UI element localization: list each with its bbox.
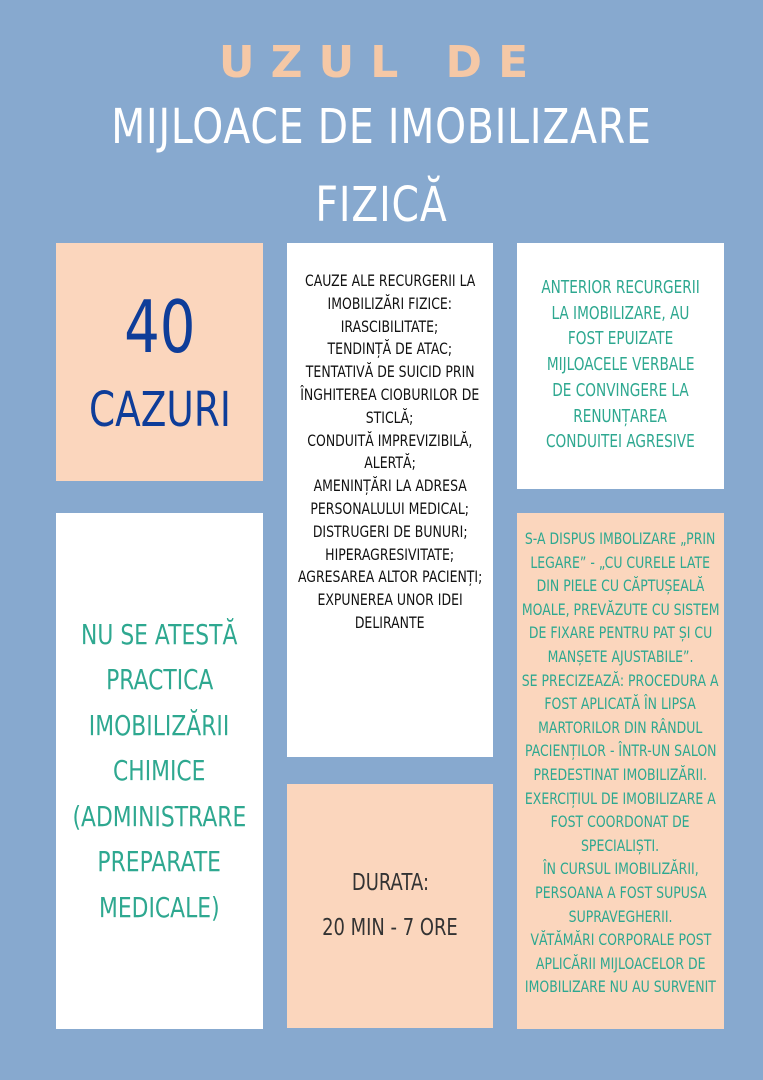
procedure-line: SPECIALIȘTI. (581, 835, 660, 855)
causes-line: AMENINȚĂRI LA ADRESA (313, 476, 467, 496)
title-top: UZUL DE (218, 37, 545, 88)
prior-measures-line: DE CONVINGERE LA (552, 380, 689, 401)
procedure-line: SE PRECIZEAZĂ: PROCEDURA A (522, 670, 719, 690)
causes-line: DELIRANTE (355, 612, 425, 632)
duration-label: DURATA: (351, 870, 429, 896)
duration-value: 20 MIN - 7 ORE (322, 915, 458, 941)
prior-measures-line: FOST EPUIZATE (567, 329, 674, 350)
procedure-line: APLICĂRII MIJLOACELOR DE (535, 953, 706, 973)
prior-measures-line: MIJLOACELE VERBALE (546, 355, 695, 376)
cases-box (56, 243, 263, 481)
causes-line: ALERTĂ; (364, 453, 416, 473)
procedure-line: DE FIXARE PENTRU PAT ȘI CU (528, 623, 713, 643)
chemical-line: MEDICALE) (99, 890, 220, 924)
procedure-line: S-A DISPUS IMBOLIZARE „PRIN (525, 529, 716, 548)
title-line-1: MIJLOACE DE IMOBILIZARE (111, 99, 652, 155)
procedure-line: MARTORILOR DIN RÂNDUL (538, 717, 703, 737)
chemical-line: (ADMINISTRARE (72, 799, 247, 833)
duration-box (287, 784, 493, 1028)
procedure-line: MOALE, PREVĂZUTE CU SISTEM (521, 599, 720, 619)
procedure-line: DIN PIELE CU CĂPTUȘEALĂ (536, 576, 705, 596)
procedure-line: ÎN CURSUL IMOBILIZĂRII, (542, 859, 699, 879)
chemical-line: NU SE ATESTĂ (81, 618, 238, 652)
causes-line: AGRESAREA ALTOR PACIENȚI; (297, 567, 483, 587)
causes-line: IMOBILIZĂRI FIZICE: (327, 293, 453, 313)
prior-measures-line: CONDUITEI AGRESIVE (546, 432, 695, 453)
prior-measures-line: LA IMOBILIZARE, AU (551, 303, 690, 324)
procedure-line: EXERCIȚIUL DE IMOBILIZARE A (525, 788, 716, 808)
procedure-line: PACIENȚILOR - ÎNTR-UN SALON (524, 741, 717, 761)
chemical-line: CHIMICE (113, 754, 206, 788)
procedure-line: PREDESTINAT IMOBILIZĂRII. (533, 764, 708, 784)
chemical-line: PRACTICA (105, 663, 214, 697)
procedure-line: LEGARE” - „CU CURELE LATE (530, 552, 711, 572)
causes-line: IRASCIBILITATE; (341, 316, 439, 336)
prior-measures-box (517, 243, 724, 489)
causes-line: ÎNGHITEREA CIOBURILOR DE (300, 384, 480, 404)
causes-line: STICLĂ; (366, 407, 414, 427)
cases-label: CAZURI (88, 382, 231, 438)
procedure-box (517, 513, 724, 1029)
causes-line: TENDINȚĂ DE ATAC; (327, 339, 453, 359)
chemical-line: PREPARATE (97, 845, 222, 879)
prior-measures-line: ANTERIOR RECURGERII (541, 277, 700, 298)
causes-line: TENTATIVĂ DE SUICID PRIN (305, 362, 475, 382)
title-line-2: FIZICĂ (315, 177, 448, 233)
causes-line: DISTRUGERI DE BUNURI; (312, 521, 468, 541)
procedure-line: PERSOANA A FOST SUPUSA (534, 882, 707, 902)
prior-measures-line: RENUNȚAREA (573, 406, 668, 427)
causes-box (287, 243, 493, 757)
procedure-line: FOST APLICATĂ ÎN LIPSA (544, 694, 697, 714)
procedure-line: SUPRAVEGHERII. (568, 906, 673, 926)
procedure-line: IMOBILIZARE NU AU SURVENIT (525, 977, 716, 997)
causes-line: EXPUNEREA UNOR IDEI (317, 590, 463, 610)
procedure-line: MANȘETE AJUSTABILE”. (547, 646, 694, 666)
causes-line: PERSONALULUI MEDICAL; (310, 498, 470, 518)
chemical-immobilization-box (56, 513, 263, 1029)
causes-line: HIPERAGRESIVITATE; (325, 544, 455, 564)
chemical-line: IMOBILIZĂRII (89, 708, 230, 742)
causes-line: CAUZE ALE RECURGERII LA (304, 271, 476, 290)
causes-line: CONDUITĂ IMPREVIZIBILĂ, (307, 430, 473, 450)
cases-number: 40 (123, 285, 196, 369)
page-title (69, 88, 695, 244)
procedure-line: FOST COORDONAT DE (551, 812, 690, 832)
procedure-line: VĂTĂMĂRI CORPORALE POST (530, 930, 711, 950)
